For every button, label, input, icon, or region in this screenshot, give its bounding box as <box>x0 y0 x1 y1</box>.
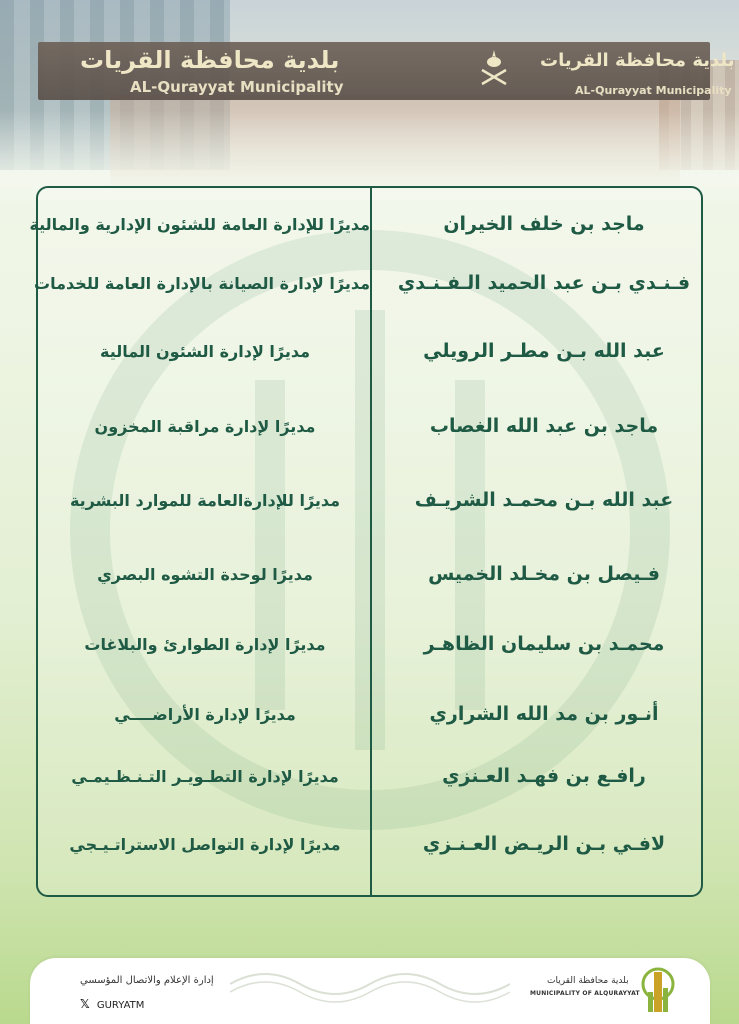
social-handle[interactable] <box>80 997 144 1011</box>
sign-right-english: AL-Qurayyat Municipality <box>575 84 732 97</box>
job-title: مديرًا لإدارة الصيانة بالإدارة العامة للخدمات <box>34 274 370 293</box>
ornament-icon <box>230 964 510 1004</box>
handle-text: GURYATM <box>96 1000 145 1011</box>
employee-name: عبد الله بـن محمـد الشريـف <box>414 489 674 511</box>
column-divider <box>370 186 372 897</box>
employee-name: ماجد بن خلف الخيران <box>443 213 645 235</box>
job-title: مديرًا لإدارة الأراضــــي <box>114 705 296 724</box>
sign-right-arabic: بلدية محافظة القريات <box>540 50 735 71</box>
job-title: مديرًا للإدارة العامة للشئون الإدارية والمالية <box>29 215 370 234</box>
x-logo-icon: 𝕏 <box>80 997 90 1011</box>
job-title: مديرًا لإدارة التواصل الاستراتـيـجي <box>69 835 341 854</box>
employee-name: أنـور بن مد الله الشراري <box>429 703 659 725</box>
employee-name: ماجد بن عبد الله الغصاب <box>429 415 659 437</box>
employee-name: لافـي بـن الريـض العـنـزي <box>422 833 666 855</box>
job-title: مديرًا لإدارة التطـويـر التـنـظـيمـي <box>71 767 339 786</box>
employee-name: فـنـدي بـن عبد الحميد الـفـنـدي <box>397 272 691 294</box>
job-title: مديرًا للإدارةالعامة للموارد البشرية <box>69 491 341 510</box>
employee-name: رافـع بن فهـد العـنزي <box>442 765 646 787</box>
department-name: إدارة الإعلام والاتصال المؤسسي <box>80 975 214 986</box>
sign-left-arabic: بلدية محافظة القريات <box>80 46 340 74</box>
saudi-emblem-icon <box>478 48 510 88</box>
footer-municipality-english: MUNICIPALITY OF ALQURAYYAT <box>530 990 640 997</box>
employee-name: محمـد بن سليمان الظاهـر <box>423 633 665 655</box>
employee-name: فـيصل بن مخـلد الخميس <box>428 563 660 585</box>
header-photo <box>0 0 739 200</box>
sign-left-english: AL-Qurayyat Municipality <box>130 78 344 96</box>
employee-name: عبد الله بـن مطـر الرويلي <box>423 340 665 362</box>
job-title: مديرًا لإدارة الشئون المالية <box>99 342 311 361</box>
job-title: مديرًا لوحدة التشوه البصري <box>97 565 313 584</box>
municipality-logo-icon <box>640 962 676 1016</box>
job-title: مديرًا لإدارة الطوارئ والبلاغات <box>84 635 326 654</box>
job-title: مديرًا لإدارة مراقبة المخزون <box>94 417 316 436</box>
footer-municipality-arabic: بلدية محافظة القريات <box>547 976 629 986</box>
